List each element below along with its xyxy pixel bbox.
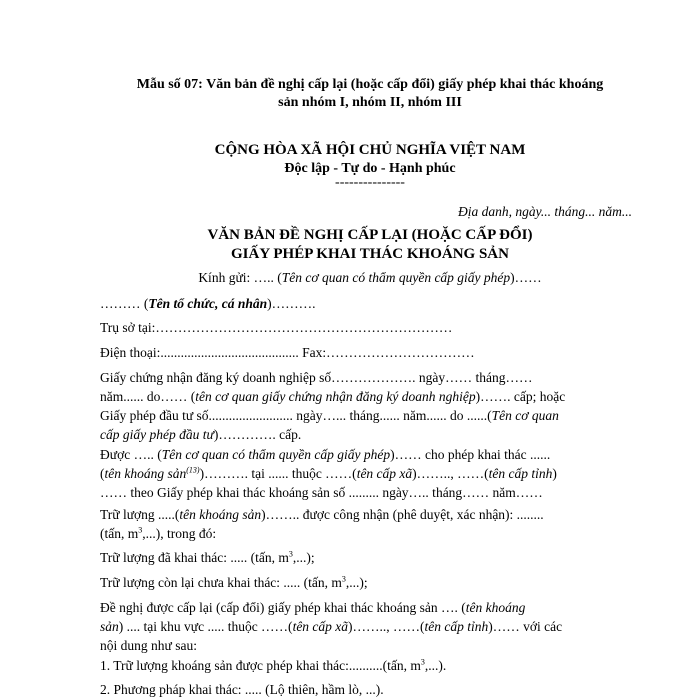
item-2: 2. Phương pháp khai thác: ..... (Lộ thiên, hầm lò, ...).	[100, 682, 384, 697]
recipient-name: Tên cơ quan có thẩm quyền cấp giấy phép	[281, 270, 511, 285]
head-office-line: Trụ sở tại:…………………………………………………………	[100, 320, 453, 335]
business-certificate: Giấy chứng nhận đăng ký doanh nghiệp số………………. ngày…… tháng…… năm...... do…… (tên cơ quan giấy chứng nhận đăng ký doanh nghiệp)……. cấp; hoặc Giấy phép đầu tư số......................... ngày…... tháng...... năm...... do ......(Tên cơ quan cấp giấy phép đầu tư)…………. cấp.	[100, 370, 566, 442]
form-title-line1: Mẫu số 07: Văn bản đề nghị cấp lại (hoặc cấp đổi) giấy phép khai thác khoáng	[136, 77, 604, 92]
applicant-name: Tên tổ chức, cá nhân	[148, 296, 268, 311]
phone-fax-line: Điện thoại:......................................... Fax:……………………………	[100, 345, 475, 360]
form-title-line2: sản nhóm I, nhóm II, nhóm III	[278, 95, 462, 110]
remaining-reserves: Trữ lượng còn lại chưa khai thác: ..... (tấn, $m^3$,...);	[100, 574, 368, 590]
document-title	[90, 226, 650, 264]
place-date: Địa danh, ngày... tháng... năm...	[458, 204, 632, 219]
applicant-line: ……… (Tên tổ chức, cá nhân)……….	[100, 296, 316, 311]
recipient-line: Kính gửi: ….. (Tên cơ quan có thẩm quyền cấp giấy phép)……	[198, 270, 542, 285]
document-title-line2: GIẤY PHÉP KHAI THÁC KHOÁNG SẢN	[231, 246, 509, 262]
reserves: Trữ lượng .....(tên khoáng sản)…….. được công nhận (phê duyệt, xác nhận): ........ (tấn, $m^3$,...), trong đó:	[100, 507, 544, 541]
request-paragraph: Đề nghị được cấp lại (cấp đổi) giấy phép khai thác khoáng sản …. (tên khoáng sản) .... tại khu vực ..... thuộc ……(tên cấp xã)…….., ……(tên cấp tỉnh)…… với các nội dung như sau:	[100, 600, 563, 653]
country-name: CỘNG HÒA XÃ HỘI CHỦ NGHĨA VIỆT NAM	[214, 142, 526, 158]
national-motto: Độc lập - Tự do - Hạnh phúc	[284, 161, 456, 176]
motto-divider: ---------------	[335, 175, 405, 190]
item-1: 1. Trữ lượng khoáng sản được phép khai thác:..........(tấn, $m^3$,...).	[100, 657, 447, 673]
mined-reserves: Trữ lượng đã khai thác: ..... (tấn, $m^3$,...);	[100, 549, 315, 565]
document-title-line1: VĂN BẢN ĐỀ NGHỊ CẤP LẠI (HOẶC CẤP ĐỔI)	[207, 227, 533, 243]
national-header	[90, 141, 650, 188]
permit-granted: Được ….. (Tên cơ quan có thẩm quyền cấp giấy phép)…… cho phép khai thác ...... (tên khoáng sản$^{(13)}$)………. tại ...... thuộc ……(tên cấp xã)…….., ……(tên cấp tỉnh) …… theo Giấy phép khai thác khoáng sản số ......... ngày….. tháng…… năm……	[100, 447, 557, 500]
form-title	[90, 76, 650, 112]
